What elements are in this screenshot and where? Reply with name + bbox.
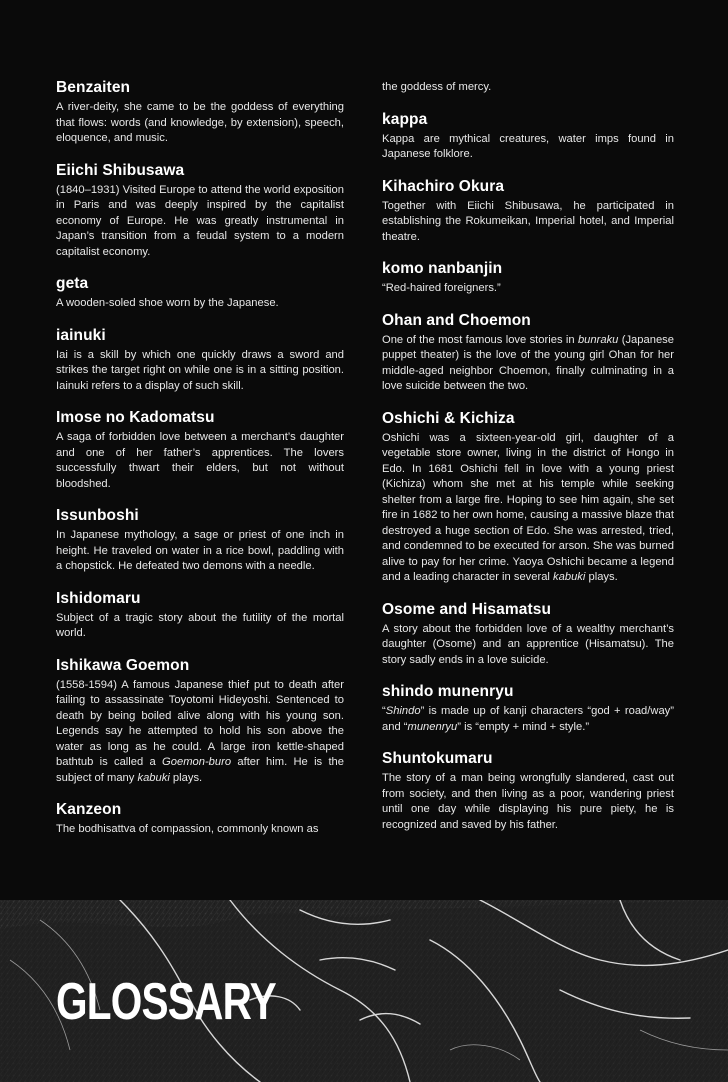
entry-definition xyxy=(382,333,674,395)
definition-text: after him. He is the subject of many xyxy=(56,756,345,784)
entry-definition: “Red-haired foreigners.” xyxy=(382,282,501,294)
entry-definition: A wooden-soled shoe worn by the Japanese. xyxy=(56,297,279,309)
entry-term: komo nanbanjin xyxy=(382,260,503,277)
glossary-entry xyxy=(56,274,344,312)
page-title: GLOSSARY xyxy=(56,973,276,1031)
entry-term: iainuki xyxy=(56,326,106,344)
glossary-right-column xyxy=(382,80,674,847)
entry-term: kappa xyxy=(382,110,428,128)
entry-term: Imose no Kadomatsu xyxy=(56,409,215,426)
definition-text: (Japanese puppet theater) is the love of the young girl Ohan for her middle-aged neighbor Choemon, finally culminating in a love suicide between the two. xyxy=(382,333,674,392)
entry-term: Issunboshi xyxy=(56,507,139,524)
entry-term: Eiichi Shibusawa xyxy=(56,161,185,179)
glossary-entry xyxy=(56,326,344,395)
definition-italic-term: Shindo xyxy=(385,705,421,717)
glossary-entry xyxy=(382,177,674,246)
entry-term: Osome and Hisamatsu xyxy=(382,600,552,618)
entry-definition: The story of a man being wrongfully slandered, cast out from society, and then living as a poor, wandering priest until one day while displaying his pure piety, he is recognized and saved by his father. xyxy=(382,772,674,831)
entry-definition xyxy=(382,431,674,586)
definition-text: Oshichi was a sixteen-year-old girl, daughter of a vegetable store owner, living in the district of Hongo in Edo. In 1681 Oshichi fell in love with a young priest (Kichiza) whom she met at his temple while seeking shelter from a large fire. Hoping to see him again, she set fire in 1682 to her own home, causing a massive blaze that destroyed a huge section of Edo. She was arrested, tried, and condemned to be executed for arson. She was burned alive to pay for her crime. Yaoya Oshichi became a legend and a leading character in several xyxy=(382,431,674,583)
definition-text: plays. xyxy=(585,571,618,583)
definition-italic-term: kabuki xyxy=(137,771,170,784)
entry-definition: The bodhisattva of compassion, commonly known as xyxy=(56,823,319,835)
definition-text: (1558-1594) A famous Japanese thief put to death after failing to assassinate Toyotomi Hideyoshi. Sentenced to death by being boiled alive along with his young son. Legends say he attempted to hold his son above the water as long as he could. A large iron kettle-shaped bathtub is called a xyxy=(56,678,344,768)
glossary-entry xyxy=(56,78,344,147)
definition-text: One of the most famous love stories in xyxy=(382,333,578,346)
entry-definition xyxy=(382,704,674,735)
definition-italic-term: kabuki xyxy=(553,571,586,583)
definition-text: ” is made up of kanji characters “god + road/way” and “ xyxy=(382,705,674,733)
glossary-entry xyxy=(382,600,674,669)
entry-definition: (1840–1931) Visited Europe to attend the world exposition in Paris and was deeply inspired by the capitalist economy of Europe. He was greatly instrumental in Japan’s transition from a feudal system to a modern capitalist economy. xyxy=(56,183,344,258)
definition-italic-term: Goemon-buro xyxy=(162,756,232,768)
definition-text: “ xyxy=(382,705,386,717)
definition-text: plays. xyxy=(169,771,203,784)
glossary-entry xyxy=(56,800,344,838)
entry-term: Ishidomaru xyxy=(56,589,141,607)
definition-italic-term: bunraku xyxy=(577,333,619,346)
definition-text: ” is “empty + mind + style.” xyxy=(457,720,590,733)
glossary-entry xyxy=(56,161,344,261)
glossary-entry xyxy=(382,259,674,297)
entry-definition: Together with Eiichi Shibusawa, he participated in establishing the Rokumeikan, Imperial hotel, and Imperial theatre. xyxy=(382,199,674,243)
glossary-entry xyxy=(382,749,674,833)
glossary-entry xyxy=(382,311,674,395)
definition-italic-term: munenryu xyxy=(407,720,458,733)
entry-definition xyxy=(56,678,344,787)
glossary-entry xyxy=(56,589,344,642)
entry-definition: A river-deity, she came to be the goddess of everything that flows: words (and knowledge, by extension), speech, eloquence, and music. xyxy=(56,101,344,144)
entry-term: Oshichi & Kichiza xyxy=(382,409,515,427)
entry-term: Shuntokumaru xyxy=(382,750,493,767)
entry-definition: A story about the forbidden love of a wealthy merchant’s daughter (Osome) and an apprentice (Hisamatsu). The story sadly ends in a love suicide. xyxy=(382,622,674,666)
entry-term: Kanzeon xyxy=(56,801,122,818)
entry-term: geta xyxy=(56,275,89,292)
entry-definition: A saga of forbidden love between a merchant’s daughter and one of her father’s apprentices. The lovers successfully thwart their elders, but not without bloodshed. xyxy=(56,431,344,490)
glossary-entry xyxy=(382,682,674,735)
entry-definition: Subject of a tragic story about the futility of the mortal world. xyxy=(56,611,344,639)
entry-term: shindo munenryu xyxy=(382,683,514,700)
glossary-entry xyxy=(56,408,344,492)
continued-definition: the goddess of mercy. xyxy=(382,81,492,93)
glossary-entry xyxy=(56,506,344,575)
glossary-entry xyxy=(382,409,674,586)
glossary-left-column xyxy=(56,78,344,852)
entry-term: Benzaiten xyxy=(56,79,131,96)
entry-term: Ohan and Choemon xyxy=(382,311,531,329)
entry-definition: Iai is a skill by which one quickly draws a sword and strikes the target right on while one is in a sitting position. Iainuki refers to a display of such skill. xyxy=(56,348,344,392)
entry-term: Ishikawa Goemon xyxy=(56,656,190,674)
entry-definition: Kappa are mythical creatures, water imps found in Japanese folklore. xyxy=(382,132,674,160)
glossary-entry xyxy=(56,656,344,787)
entry-definition: In Japanese mythology, a sage or priest of one inch in height. He traveled on water in a rice bowl, paddling with a chopstick. He defeated two demons with a needle. xyxy=(56,529,344,572)
entry-term: Kihachiro Okura xyxy=(382,177,505,195)
glossary-entry xyxy=(382,110,674,163)
